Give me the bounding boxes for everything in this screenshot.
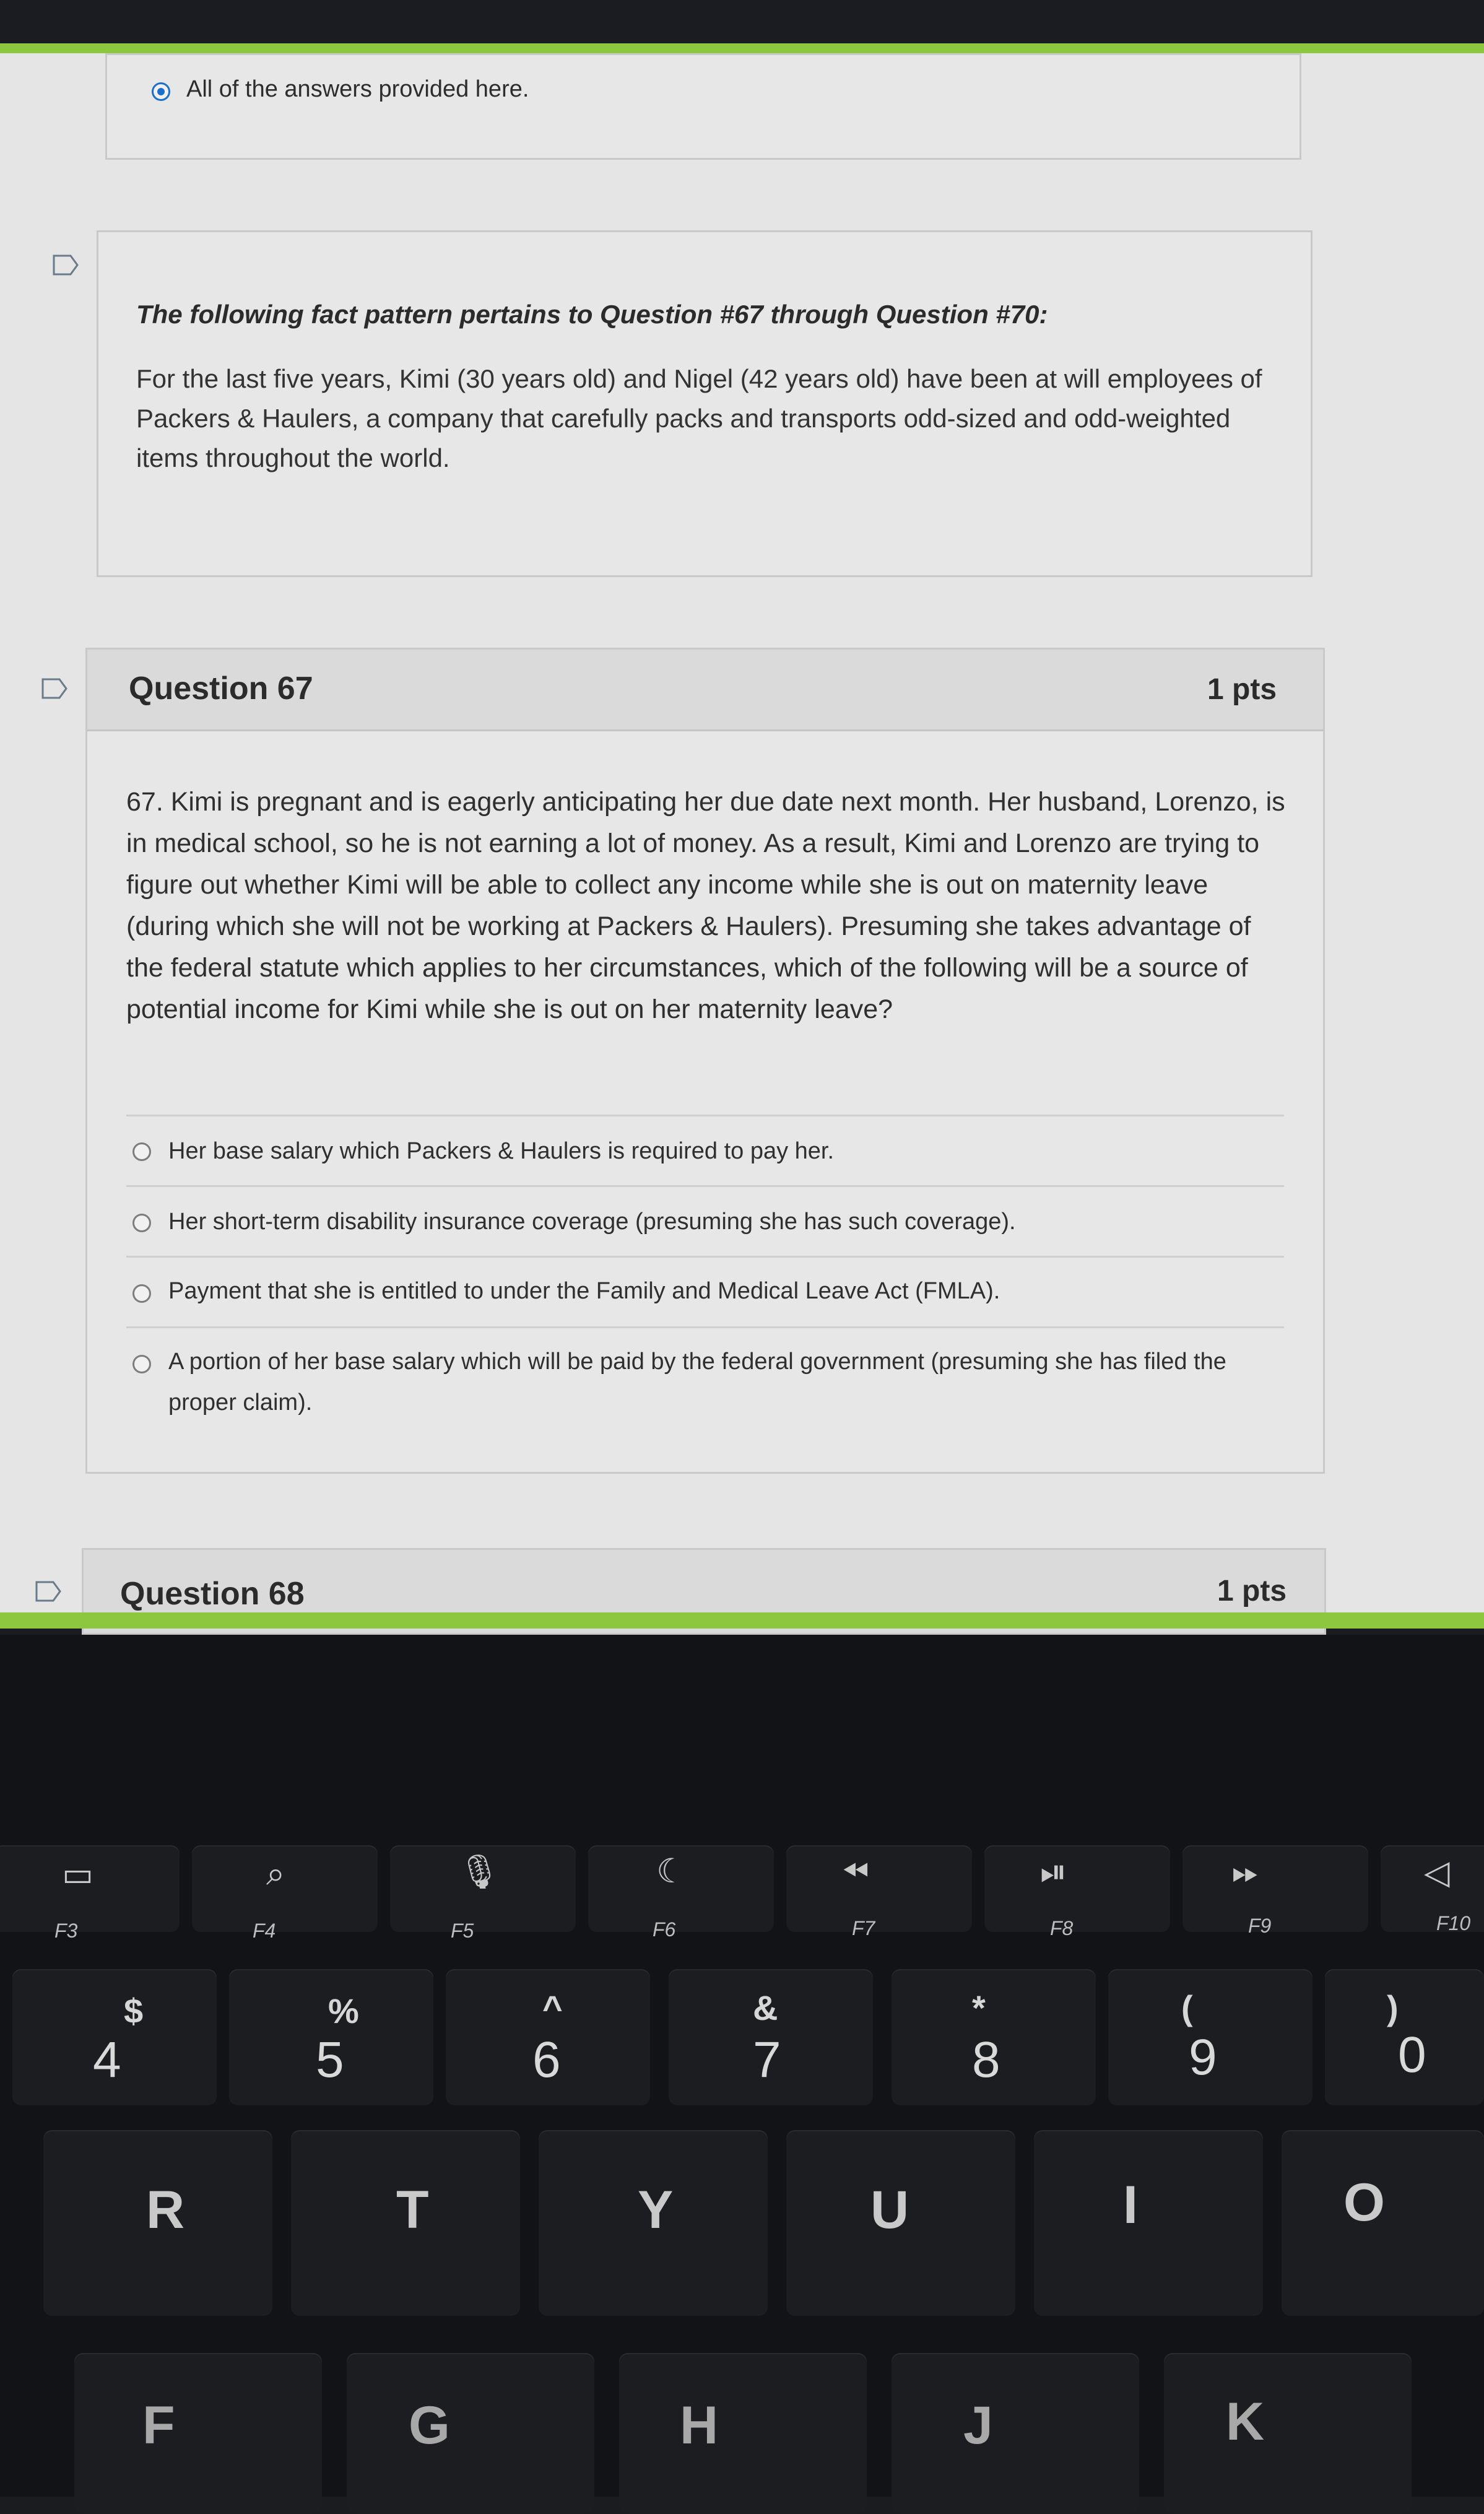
moon-icon: ☾ bbox=[656, 1853, 687, 1890]
key-letter: Y bbox=[638, 2180, 674, 2240]
key-digit: 5 bbox=[316, 2032, 344, 2088]
fact-pattern-title: The following fact pattern pertains to Question #67 through Question #70: bbox=[136, 300, 1048, 329]
top-accent-bar bbox=[0, 43, 1484, 53]
bookmark-flag-icon[interactable] bbox=[35, 1580, 62, 1603]
key-symbol: * bbox=[972, 1988, 986, 2027]
key-symbol: ( bbox=[1181, 1988, 1193, 2027]
bookmark-flag-icon[interactable] bbox=[52, 254, 79, 276]
answer-label: Her base salary which Packers & Haulers is required to pay her. bbox=[168, 1138, 835, 1164]
fn-label: F3 bbox=[54, 1920, 78, 1942]
key-letter: H bbox=[680, 2396, 719, 2455]
mission-control-icon: ▭ bbox=[62, 1856, 94, 1893]
key-letter: K bbox=[1226, 2392, 1265, 2451]
key-f8[interactable] bbox=[984, 1845, 1170, 1932]
previous-answer-label: All of the answers provided here. bbox=[186, 76, 529, 102]
microphone-icon: 🎙︎ bbox=[458, 1853, 501, 1890]
fn-label: F7 bbox=[852, 1917, 875, 1939]
key-letter: R bbox=[146, 2180, 185, 2240]
key-letter: I bbox=[1123, 2175, 1138, 2235]
key-symbol: & bbox=[753, 1988, 778, 2027]
previous-answer-radio-selected[interactable] bbox=[152, 82, 170, 101]
key-letter: O bbox=[1343, 2173, 1385, 2232]
speaker-icon: ◁ bbox=[1424, 1854, 1450, 1891]
key-digit: 0 bbox=[1398, 2027, 1426, 2083]
fn-label: F8 bbox=[1050, 1917, 1074, 1939]
answer-label: Payment that she is entitled to under the Family and Medical Leave Act (FMLA). bbox=[168, 1278, 1000, 1304]
key-letter: T bbox=[396, 2180, 429, 2240]
question-67-title: Question 67 bbox=[129, 671, 313, 707]
key-symbol: % bbox=[328, 1991, 359, 2030]
answer-radio[interactable] bbox=[132, 1214, 151, 1232]
fn-label: F9 bbox=[1248, 1915, 1272, 1937]
rewind-icon: ⏪︎ bbox=[842, 1853, 869, 1890]
bookmark-flag-icon[interactable] bbox=[41, 677, 68, 700]
answer-divider bbox=[126, 1326, 1284, 1328]
bottom-accent-bar bbox=[0, 1612, 1484, 1629]
key-letter: F bbox=[142, 2396, 175, 2455]
key-letter: J bbox=[963, 2396, 993, 2455]
question-68-title: Question 68 bbox=[120, 1576, 305, 1612]
answer-label: A portion of her base salary which will be paid by the federal government (presuming she has filed the proper claim). bbox=[168, 1349, 1226, 1416]
key-j[interactable] bbox=[892, 2353, 1139, 2514]
play-pause-icon: ⏯︎ bbox=[1040, 1853, 1067, 1890]
answer-radio[interactable] bbox=[132, 1355, 151, 1373]
question-67-text: 67. Kimi is pregnant and is eagerly anticipating her due date next month. Her husband, Lorenzo, is in medical school, so he is not earning a lot of money. As a result, Kimi and Lorenzo are trying to figure out whether Kimi will be able to collect any income while she is out on maternity leave (during which she will not be working at Packers & Haulers). Presuming she takes advantage of the federal statute which applies to her circumstances, which of the following will be a source of potential income for Kimi while she is out on her maternity leave? bbox=[126, 787, 1285, 1024]
key-h[interactable] bbox=[619, 2353, 867, 2514]
question-68-points: 1 pts bbox=[1217, 1575, 1287, 1607]
fn-label: F6 bbox=[653, 1918, 676, 1941]
key-f7[interactable] bbox=[786, 1845, 972, 1932]
search-icon: ⌕ bbox=[266, 1855, 285, 1892]
screen-bezel bbox=[0, 0, 1484, 43]
key-i[interactable] bbox=[1034, 2130, 1263, 2316]
fn-label: F5 bbox=[451, 1920, 474, 1942]
key-symbol: ) bbox=[1387, 1988, 1399, 2027]
fact-pattern-text: For the last five years, Kimi (30 years old) and Nigel (42 years old) have been at will employees of Packers & Haulers, a company that carefully packs and transports odd-sized and odd-weighted items throughout the world. bbox=[136, 364, 1262, 472]
laptop-keyboard bbox=[0, 1635, 1484, 2497]
answer-radio[interactable] bbox=[132, 1284, 151, 1303]
question-67-points: 1 pts bbox=[1207, 673, 1277, 706]
key-digit: 9 bbox=[1189, 2029, 1217, 2086]
key-f[interactable] bbox=[74, 2353, 322, 2514]
fast-forward-icon: ⏩︎ bbox=[1232, 1853, 1259, 1890]
fn-label: F10 bbox=[1436, 1912, 1471, 1934]
answer-divider bbox=[126, 1185, 1284, 1187]
answer-radio[interactable] bbox=[132, 1142, 151, 1161]
answer-label: Her short-term disability insurance coverage (presuming she has such coverage). bbox=[168, 1209, 1016, 1235]
key-g[interactable] bbox=[347, 2353, 594, 2514]
answer-divider bbox=[126, 1115, 1284, 1116]
key-digit: 8 bbox=[972, 2032, 1000, 2088]
key-k[interactable] bbox=[1164, 2353, 1412, 2514]
answer-divider bbox=[126, 1256, 1284, 1258]
key-symbol: ^ bbox=[542, 1988, 563, 2027]
key-letter: U bbox=[870, 2180, 909, 2240]
previous-question-answers bbox=[105, 53, 1301, 160]
key-digit: 4 bbox=[93, 2032, 121, 2088]
key-letter: G bbox=[409, 2396, 450, 2455]
fn-label: F4 bbox=[253, 1920, 276, 1942]
key-digit: 7 bbox=[753, 2032, 781, 2088]
key-digit: 6 bbox=[532, 2032, 561, 2088]
key-symbol: $ bbox=[124, 1991, 144, 2030]
key-f9[interactable] bbox=[1182, 1845, 1368, 1932]
